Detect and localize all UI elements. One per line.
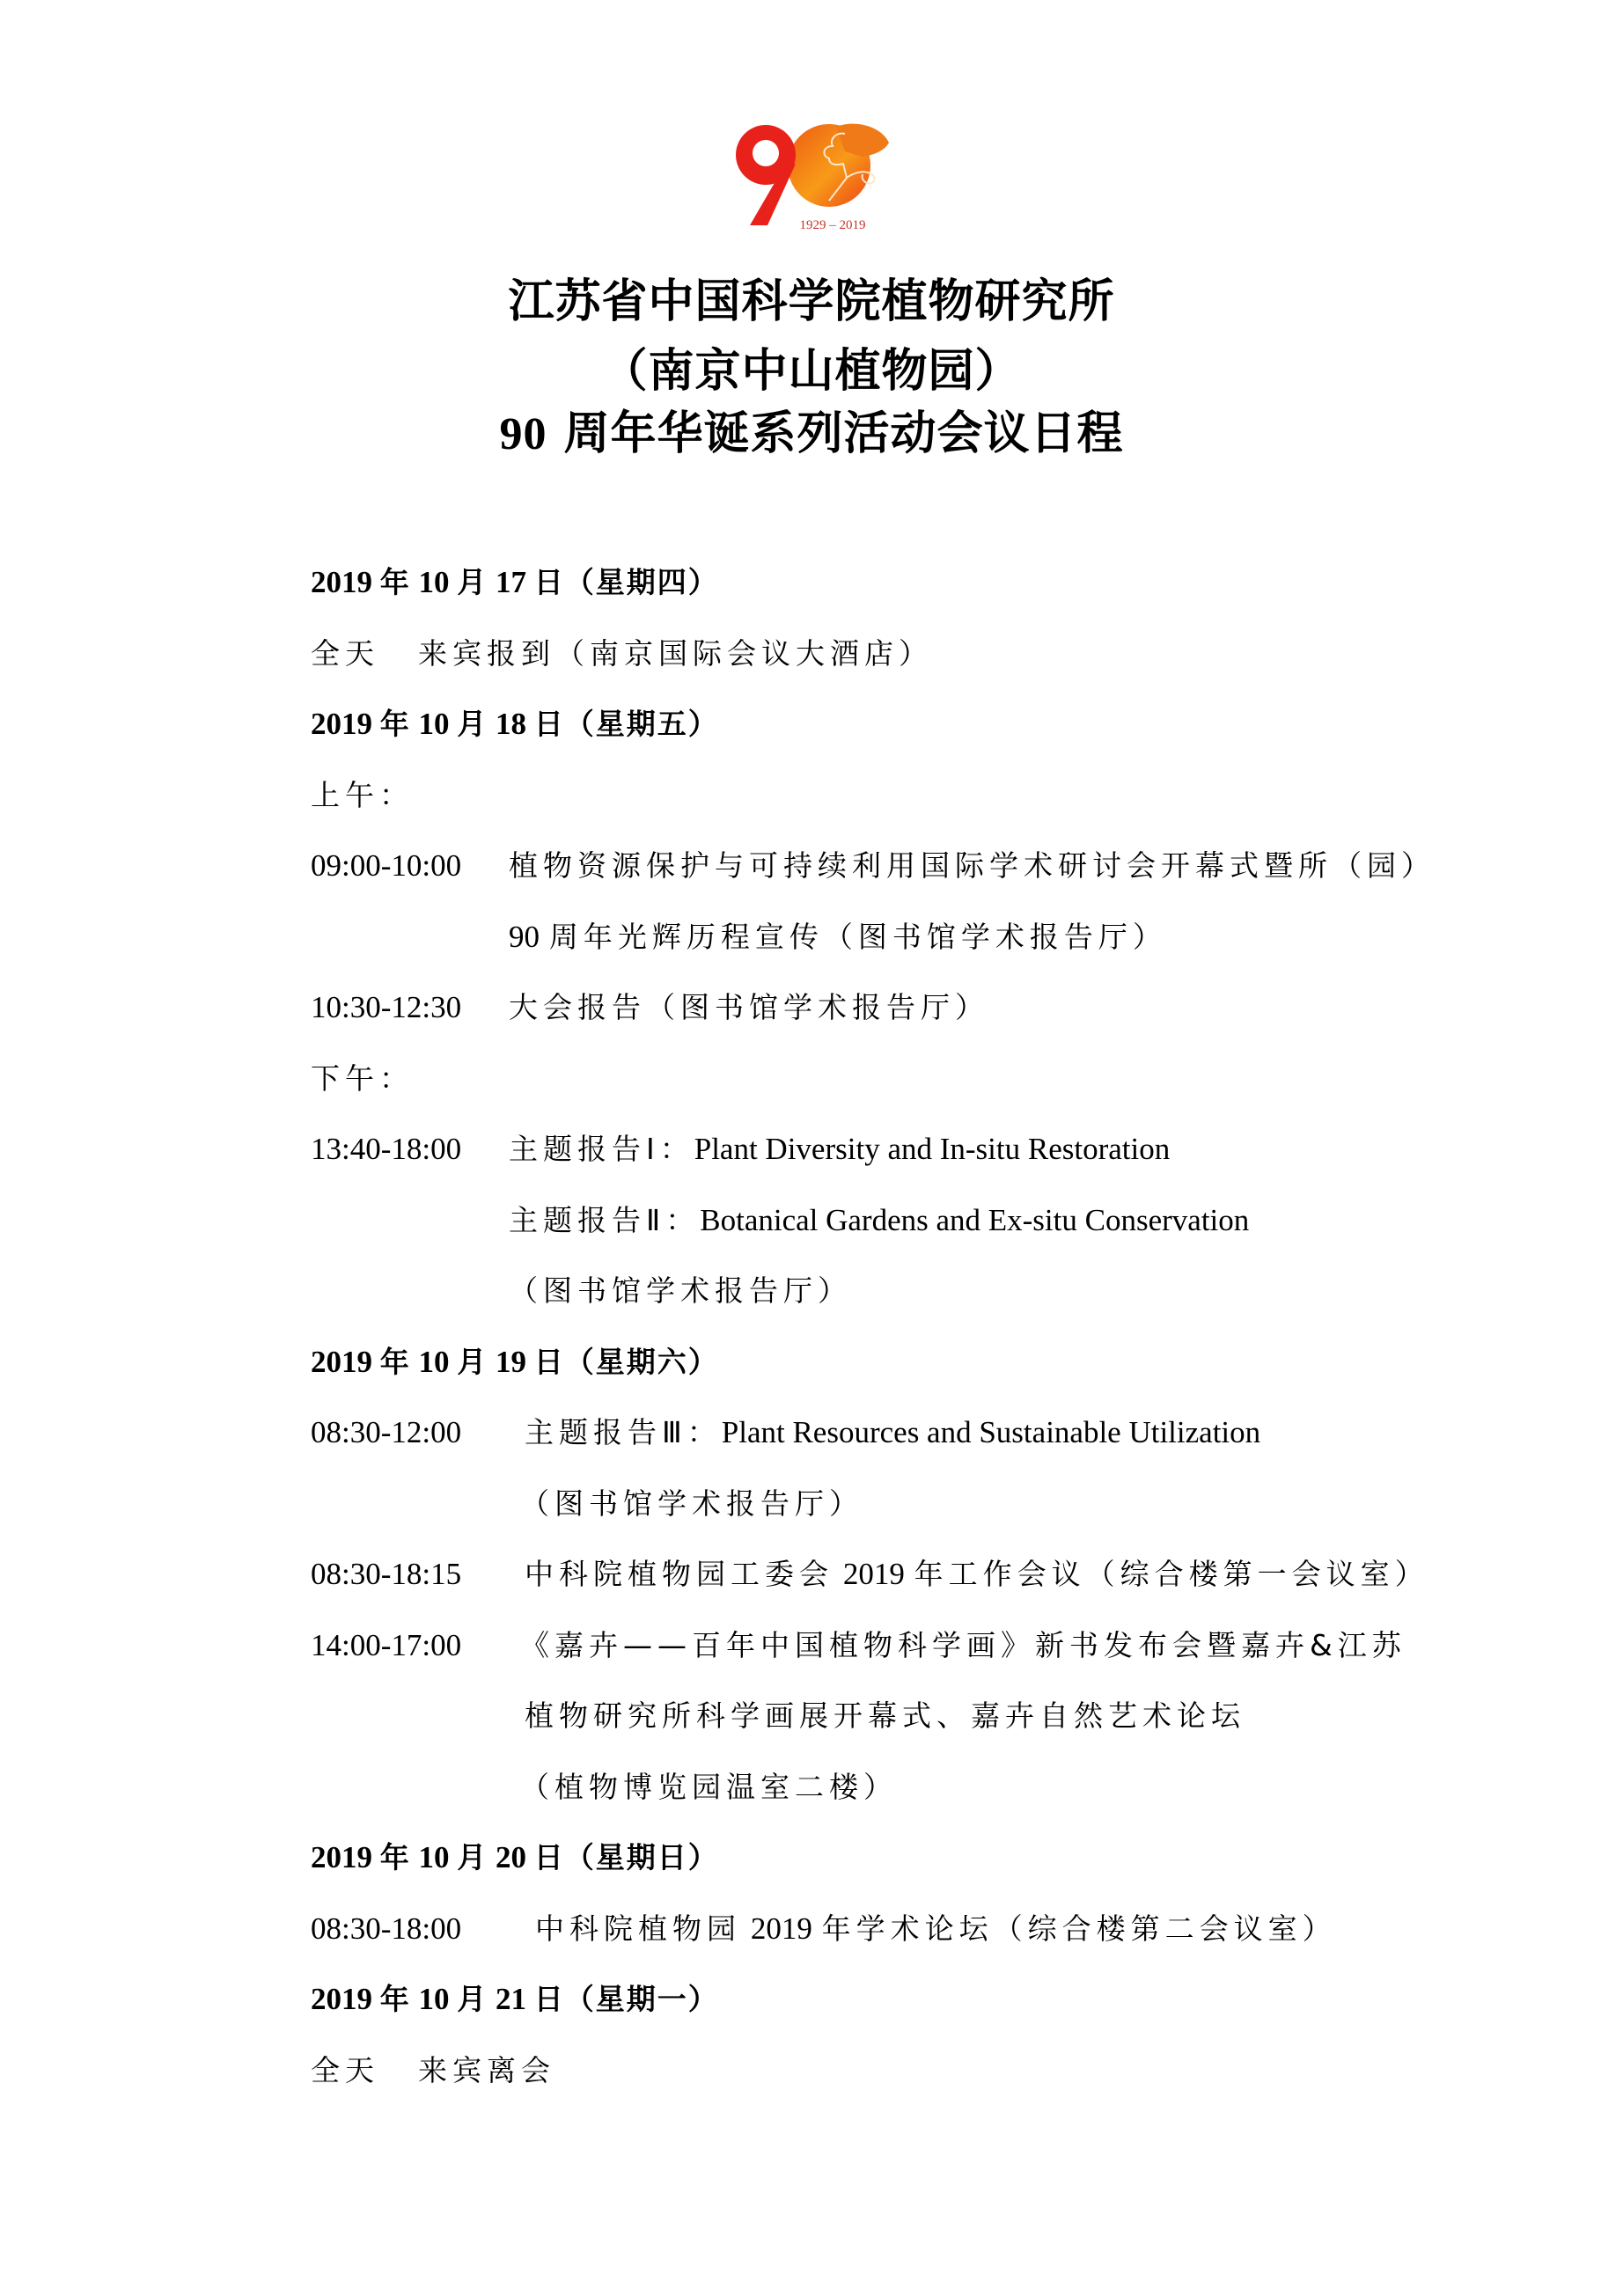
- year-char: 年: [379, 1345, 411, 1379]
- month: 10: [418, 1982, 450, 2016]
- weekday: （星期日）: [564, 1840, 719, 1874]
- month: 10: [418, 707, 450, 741]
- venue: （图书馆学术报告厅）: [520, 1486, 863, 1521]
- date-heading: [311, 1838, 719, 1877]
- keynote-3: [525, 1413, 1260, 1452]
- time-range: 08:30-18:00: [311, 1911, 462, 1946]
- event-description-continued: 植物研究所科学画展开幕式、嘉卉自然艺术论坛: [525, 1698, 1245, 1733]
- logo-nine: [736, 125, 796, 225]
- time-range: 13:40-18:00: [311, 1132, 462, 1166]
- title-line-3: [0, 407, 1623, 461]
- event-description: 来宾离会: [418, 2053, 555, 2087]
- year-char: 年: [379, 707, 411, 741]
- weekday: （星期四）: [564, 565, 719, 599]
- day-char: 日: [533, 565, 565, 599]
- title-line-2: （南京中山植物园）: [601, 345, 1022, 398]
- keynote-title: Plant Diversity and In-situ Restoration: [694, 1132, 1171, 1166]
- logo-years: 1929 – 2019: [799, 218, 866, 232]
- day-char: 日: [533, 1345, 565, 1379]
- event-text: 中科院植物园工委会: [525, 1557, 834, 1591]
- event-year: 2019: [842, 1557, 905, 1591]
- year-char: 年: [379, 1840, 411, 1874]
- year: 2019: [311, 1345, 372, 1379]
- venue: （植物博览园温室二楼）: [520, 1770, 898, 1804]
- keynote-title: Plant Resources and Sustainable Utilization: [721, 1415, 1261, 1449]
- day: 19: [496, 1345, 526, 1379]
- keynote-label: 主题报告Ⅱ：: [509, 1203, 701, 1237]
- event-description-continued: [509, 918, 1167, 957]
- logo-graphic: [731, 116, 898, 236]
- day: 21: [496, 1982, 526, 2016]
- afternoon-label: 下午：: [311, 1061, 414, 1096]
- event-description-text: 周年光辉历程宣传（图书馆学术报告厅）: [548, 920, 1167, 954]
- day-char: 日: [533, 1840, 565, 1874]
- keynote-label: 主题报告Ⅲ：: [525, 1415, 722, 1449]
- year: 2019: [311, 707, 372, 741]
- time-range: 14:00-17:00: [311, 1628, 462, 1662]
- year: 2019: [311, 1982, 372, 2016]
- month-char: 月: [457, 1840, 488, 1874]
- time-range: 10:30-12:30: [311, 990, 462, 1024]
- title-text: 周年华诞系列活动会议日程: [563, 407, 1124, 460]
- weekday: （星期一）: [564, 1982, 719, 2016]
- keynote-label: 主题报告Ⅰ：: [509, 1132, 694, 1166]
- event-description: [525, 1555, 1429, 1594]
- keynote-1: [509, 1130, 1170, 1169]
- event-description: 大会报告（图书馆学术报告厅）: [509, 990, 989, 1024]
- event-description: 《嘉卉——百年中国植物科学画》新书发布会暨嘉卉&江苏: [520, 1628, 1406, 1662]
- anniversary-number: 90: [509, 920, 540, 954]
- anniversary-logo: [731, 116, 898, 236]
- event-text: 年学术论坛（综合楼第二会议室）: [821, 1911, 1337, 1946]
- title-line-1: 江苏省中国科学院植物研究所: [508, 275, 1115, 328]
- time-range: 09:00-10:00: [311, 848, 462, 883]
- time-range: 08:30-12:00: [311, 1415, 462, 1449]
- day-char: 日: [533, 1982, 565, 2016]
- year-char: 年: [379, 565, 411, 599]
- event-description: 来宾报到（南京国际会议大酒店）: [418, 636, 933, 671]
- month-char: 月: [457, 565, 488, 599]
- keynote-title: Botanical Gardens and Ex-situ Conservation: [700, 1203, 1250, 1237]
- month: 10: [418, 1840, 450, 1874]
- venue: （图书馆学术报告厅）: [509, 1273, 852, 1308]
- month-char: 月: [457, 1982, 488, 2016]
- weekday: （星期五）: [564, 707, 719, 741]
- day-char: 日: [533, 707, 565, 741]
- keynote-2: [509, 1201, 1249, 1240]
- weekday: （星期六）: [564, 1345, 719, 1379]
- day: 18: [496, 707, 526, 741]
- event-text: 年工作会议（综合楼第一会议室）: [914, 1557, 1429, 1591]
- date-heading: [311, 563, 719, 602]
- day: 20: [496, 1840, 526, 1874]
- year: 2019: [311, 565, 372, 599]
- date-heading: [311, 705, 719, 744]
- date-heading: [311, 1980, 719, 2019]
- month: 10: [418, 565, 450, 599]
- month-char: 月: [457, 707, 488, 741]
- event-year: 2019: [750, 1911, 812, 1946]
- time-label: 全天: [311, 636, 379, 671]
- year-char: 年: [379, 1982, 411, 2016]
- event-description: [535, 1910, 1337, 1948]
- time-range: 08:30-18:15: [311, 1557, 462, 1591]
- month: 10: [418, 1345, 450, 1379]
- time-label: 全天: [311, 2053, 379, 2087]
- day: 17: [496, 565, 526, 599]
- event-description: 植物资源保护与可持续利用国际学术研讨会开幕式暨所（园）: [509, 848, 1436, 883]
- date-heading: [311, 1343, 719, 1382]
- morning-label: 上午：: [311, 778, 414, 812]
- year: 2019: [311, 1840, 372, 1874]
- event-text: 中科院植物园: [535, 1911, 741, 1946]
- title-number: 90: [499, 409, 547, 459]
- month-char: 月: [457, 1345, 488, 1379]
